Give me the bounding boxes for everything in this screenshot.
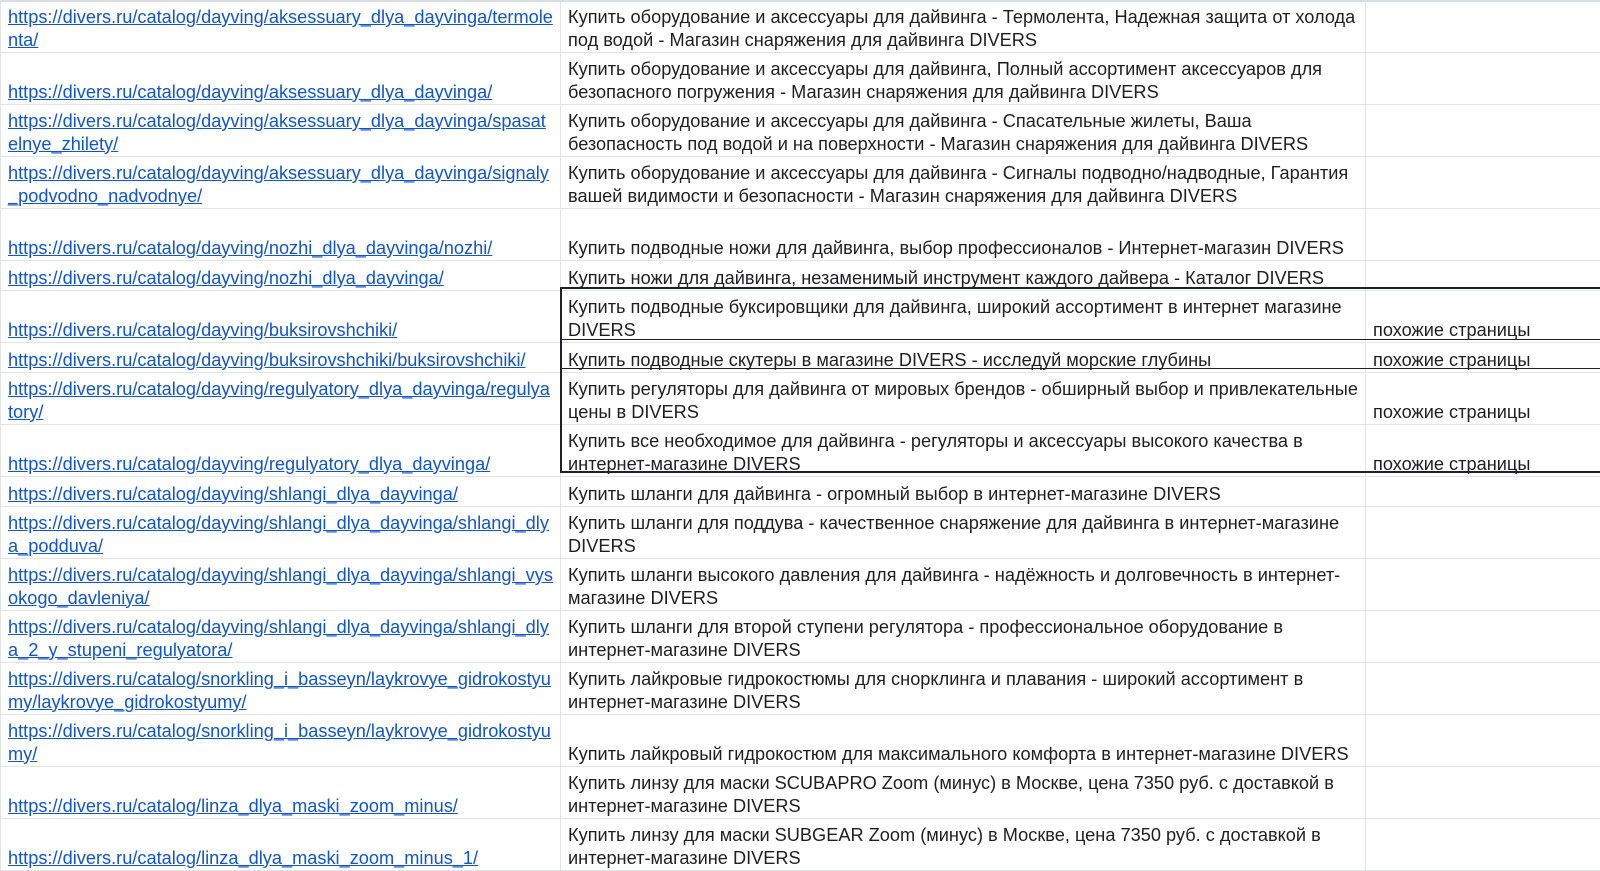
note-cell[interactable] (1366, 663, 1600, 715)
note-cell[interactable]: похожие страницы (1366, 291, 1600, 343)
table-row (1, 373, 1600, 425)
description-cell[interactable]: Купить все необходимое для дайвинга - регуляторы и аксессуары высокого качества в интернет-магазине DIVERS (561, 425, 1366, 477)
description-cell[interactable]: Купить шланги для второй ступени регулятора - профессиональное оборудование в интернет-магазине DIVERS (561, 611, 1366, 663)
description-cell[interactable]: Купить лайкровые гидрокостюмы для снорклинга и плавания - широкий ассортимент в интернет-магазине DIVERS (561, 663, 1366, 715)
table-row (1, 819, 1600, 871)
note-cell[interactable] (1366, 819, 1600, 871)
note-cell[interactable] (1366, 477, 1600, 507)
note-cell[interactable]: похожие страницы (1366, 373, 1600, 425)
url-cell[interactable]: https://divers.ru/catalog/snorkling_i_basseyn/laykrovye_gidrokostyumy/ (1, 715, 561, 767)
description-cell[interactable]: Купить подводные скутеры в магазине DIVERS - исследуй морские глубины (561, 343, 1366, 373)
description-cell[interactable]: Купить оборудование и аксессуары для дайвинга, Полный ассортимент аксессуаров для безопасного погружения - Магазин снаряжения для дайвинга DIVERS (561, 53, 1366, 105)
table-row (1, 507, 1600, 559)
description-cell[interactable]: Купить оборудование и аксессуары для дайвинга - Термолента, Надежная защита от холода под водой - Магазин снаряжения для дайвинга DIVERS (561, 1, 1366, 53)
description-cell[interactable]: Купить линзу для маски SUBGEAR Zoom (минус) в Москве, цена 7350 руб. с доставкой в интернет-магазине DIVERS (561, 819, 1366, 871)
description-cell[interactable]: Купить шланги для дайвинга - огромный выбор в интернет-магазине DIVERS (561, 477, 1366, 507)
description-cell[interactable]: Купить линзу для маски SCUBAPRO Zoom (минус) в Москве, цена 7350 руб. с доставкой в интернет-магазине DIVERS (561, 767, 1366, 819)
description-cell[interactable]: Купить подводные ножи для дайвинга, выбор профессионалов - Интернет-магазин DIVERS (561, 209, 1366, 261)
description-cell[interactable]: Купить шланги для поддува - качественное снаряжение для дайвинга в интернет-магазине DIVERS (561, 507, 1366, 559)
note-cell[interactable] (1366, 157, 1600, 209)
note-cell[interactable] (1366, 507, 1600, 559)
url-cell[interactable]: https://divers.ru/catalog/dayving/aksessuary_dlya_dayvinga/termolenta/ (1, 1, 561, 53)
url-cell[interactable]: https://divers.ru/catalog/snorkling_i_basseyn/laykrovye_gidrokostyumy/laykrovye_gidrokostyumy/ (1, 663, 561, 715)
table-row (1, 477, 1600, 507)
url-cell[interactable]: https://divers.ru/catalog/dayving/regulyatory_dlya_dayvinga/ (1, 425, 561, 477)
description-cell[interactable]: Купить шланги высокого давления для дайвинга - надёжность и долговечность в интернет-магазине DIVERS (561, 559, 1366, 611)
url-cell[interactable]: https://divers.ru/catalog/linza_dlya_maski_zoom_minus_1/ (1, 819, 561, 871)
note-cell[interactable] (1366, 209, 1600, 261)
url-cell[interactable]: https://divers.ru/catalog/dayving/shlangi_dlya_dayvinga/shlangi_dlya_podduva/ (1, 507, 561, 559)
url-cell[interactable]: https://divers.ru/catalog/dayving/aksessuary_dlya_dayvinga/signaly_podvodno_nadvodnye/ (1, 157, 561, 209)
table-row (1, 261, 1600, 291)
table-row (1, 291, 1600, 343)
note-cell[interactable] (1366, 559, 1600, 611)
note-cell[interactable]: похожие страницы (1366, 425, 1600, 477)
url-cell[interactable]: https://divers.ru/catalog/dayving/shlangi_dlya_dayvinga/ (1, 477, 561, 507)
url-cell[interactable]: https://divers.ru/catalog/dayving/aksessuary_dlya_dayvinga/ (1, 53, 561, 105)
note-cell[interactable] (1366, 105, 1600, 157)
description-cell[interactable]: Купить регуляторы для дайвинга от мировых брендов - обширный выбор и привлекательные цены в DIVERS (561, 373, 1366, 425)
url-cell[interactable]: https://divers.ru/catalog/dayving/shlangi_dlya_dayvinga/shlangi_dlya_2_y_stupeni_regulyatora/ (1, 611, 561, 663)
url-cell[interactable]: https://divers.ru/catalog/dayving/buksirovshchiki/ (1, 291, 561, 343)
url-cell[interactable]: https://divers.ru/catalog/dayving/buksirovshchiki/buksirovshchiki/ (1, 343, 561, 373)
note-cell[interactable] (1366, 1, 1600, 53)
table-row (1, 425, 1600, 477)
table-row (1, 715, 1600, 767)
url-cell[interactable]: https://divers.ru/catalog/linza_dlya_maski_zoom_minus/ (1, 767, 561, 819)
description-cell[interactable]: Купить лайкровый гидрокостюм для максимального комфорта в интернет-магазине DIVERS (561, 715, 1366, 767)
table-row (1, 157, 1600, 209)
table-row (1, 663, 1600, 715)
url-cell[interactable]: https://divers.ru/catalog/dayving/shlangi_dlya_dayvinga/shlangi_vysokogo_davleniya/ (1, 559, 561, 611)
note-cell[interactable] (1366, 611, 1600, 663)
table-row (1, 767, 1600, 819)
description-cell[interactable]: Купить оборудование и аксессуары для дайвинга - Сигналы подводно/надводные, Гарантия вашей видимости и безопасности - Магазин снаряжения для дайвинга DIVERS (561, 157, 1366, 209)
table-row (1, 209, 1600, 261)
description-cell[interactable]: Купить ножи для дайвинга, незаменимый инструмент каждого дайвера - Каталог DIVERS (561, 261, 1366, 291)
description-cell[interactable]: Купить оборудование и аксессуары для дайвинга - Спасательные жилеты, Ваша безопасность под водой и на поверхности - Магазин снаряжения для дайвинга DIVERS (561, 105, 1366, 157)
url-cell[interactable]: https://divers.ru/catalog/dayving/nozhi_dlya_dayvinga/nozhi/ (1, 209, 561, 261)
url-cell[interactable]: https://divers.ru/catalog/dayving/aksessuary_dlya_dayvinga/spasatelnye_zhilety/ (1, 105, 561, 157)
table-row (1, 559, 1600, 611)
table-row (1, 343, 1600, 373)
note-cell[interactable] (1366, 53, 1600, 105)
url-cell[interactable]: https://divers.ru/catalog/dayving/regulyatory_dlya_dayvinga/regulyatory/ (1, 373, 561, 425)
table-row (1, 53, 1600, 105)
description-cell[interactable]: Купить подводные буксировщики для дайвинга, широкий ассортимент в интернет магазине DIVERS (561, 291, 1366, 343)
note-cell[interactable] (1366, 261, 1600, 291)
table-row (1, 105, 1600, 157)
note-cell[interactable]: похожие страницы (1366, 343, 1600, 373)
table-row (1, 1, 1600, 53)
url-cell[interactable]: https://divers.ru/catalog/dayving/nozhi_dlya_dayvinga/ (1, 261, 561, 291)
note-cell[interactable] (1366, 715, 1600, 767)
table-row (1, 611, 1600, 663)
note-cell[interactable] (1366, 767, 1600, 819)
